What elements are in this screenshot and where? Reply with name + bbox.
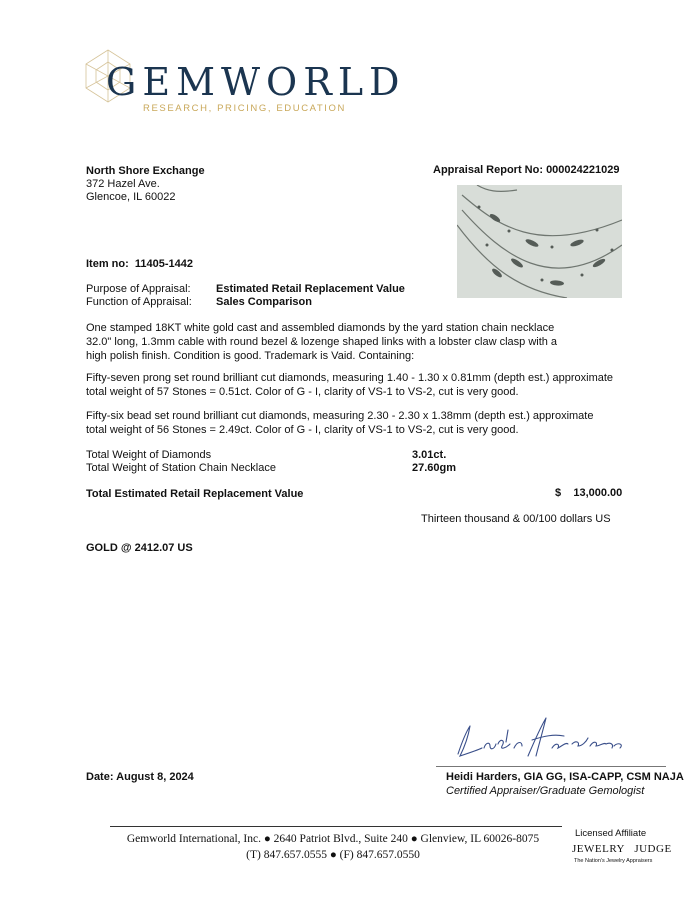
item-label-text: Item no: bbox=[86, 258, 129, 270]
item-number-value: 11405-1442 bbox=[134, 258, 194, 270]
grand-total-value: $ 13,000.00 bbox=[555, 487, 623, 499]
necklace-photo bbox=[457, 185, 622, 298]
total-necklace-label: Total Weight of Station Chain Necklace bbox=[86, 462, 276, 474]
appraiser-signature bbox=[448, 712, 638, 764]
client-city: Glencoe, IL 60022 bbox=[86, 191, 176, 203]
signature-line bbox=[436, 766, 666, 767]
appraisal-date: Date: August 8, 2024 bbox=[86, 771, 194, 783]
amount-in-words: Thirteen thousand & 00/100 dollars US bbox=[421, 513, 611, 525]
appraisal-report-number: Appraisal Report No: 000024221029 bbox=[433, 164, 620, 176]
stones-line: total weight of 57 Stones = 0.51ct. Color of G - I, clarity of VS-1 to VS-2, cut is very good. bbox=[86, 386, 519, 398]
total-diamonds-value: 3.01ct. bbox=[412, 449, 447, 461]
gemworld-tagline: RESEARCH, PRICING, EDUCATION bbox=[143, 103, 346, 114]
total-necklace-value: 27.60gm bbox=[412, 462, 457, 474]
footer-address: Gemworld International, Inc. ● 2640 Patriot Blvd., Suite 240 ● Glenview, IL 60026-8075 bbox=[126, 833, 540, 845]
appraiser-name: Heidi Harders, GIA GG, ISA-CAPP, CSM NAJA bbox=[446, 771, 684, 783]
client-name: North Shore Exchange bbox=[86, 165, 205, 177]
stones-line: Fifty-seven prong set round brilliant cut diamonds, measuring 1.40 - 1.30 x 0.81mm (depth est.) approximate bbox=[86, 372, 614, 384]
function-label: Function of Appraisal: bbox=[86, 296, 192, 308]
total-diamonds-label: Total Weight of Diamonds bbox=[86, 449, 212, 461]
function-value: Sales Comparison bbox=[216, 296, 312, 308]
appraiser-title: Certified Appraiser/Graduate Gemologist bbox=[446, 785, 645, 797]
item-number-label bbox=[86, 258, 193, 270]
gemworld-wordmark: GEMWORLD bbox=[106, 60, 406, 104]
purpose-label: Purpose of Appraisal: bbox=[86, 283, 191, 295]
purpose-value: Estimated Retail Replacement Value bbox=[216, 283, 405, 295]
footer-divider bbox=[110, 826, 562, 827]
jewelry-judge-logo: JEWELRY JUDGE bbox=[572, 843, 672, 855]
stones-bead-set bbox=[86, 409, 626, 437]
stones-line: total weight of 56 Stones = 2.49ct. Color of G - I, clarity of VS-1 to VS-2, cut is very good. bbox=[86, 424, 519, 436]
stones-prong-set bbox=[86, 371, 626, 399]
item-description bbox=[86, 321, 626, 363]
footer-phone: (T) 847.657.0555 ● (F) 847.657.0550 bbox=[246, 849, 420, 861]
description-line: One stamped 18KT white gold cast and assembled diamonds by the yard station chain necklace bbox=[86, 322, 555, 334]
licensed-affiliate-label: Licensed Affiliate bbox=[575, 828, 647, 839]
stones-line: Fifty-six bead set round brilliant cut diamonds, measuring 2.30 - 2.30 x 1.38mm (depth est.) approximate bbox=[86, 410, 594, 422]
grand-total-label: Total Estimated Retail Replacement Value bbox=[86, 488, 304, 500]
jewelry-judge-tagline: The Nation's Jewelry Appraisers bbox=[574, 858, 653, 864]
client-street: 372 Hazel Ave. bbox=[86, 178, 160, 190]
description-line: high polish finish. Condition is good. Trademark is Vaid. Containing: bbox=[86, 350, 415, 362]
description-line: 32.0" long, 1.3mm cable with round bezel & lozenge shaped links with a lobster claw clasp with a bbox=[86, 336, 558, 348]
gold-price: GOLD @ 2412.07 US bbox=[86, 542, 193, 554]
